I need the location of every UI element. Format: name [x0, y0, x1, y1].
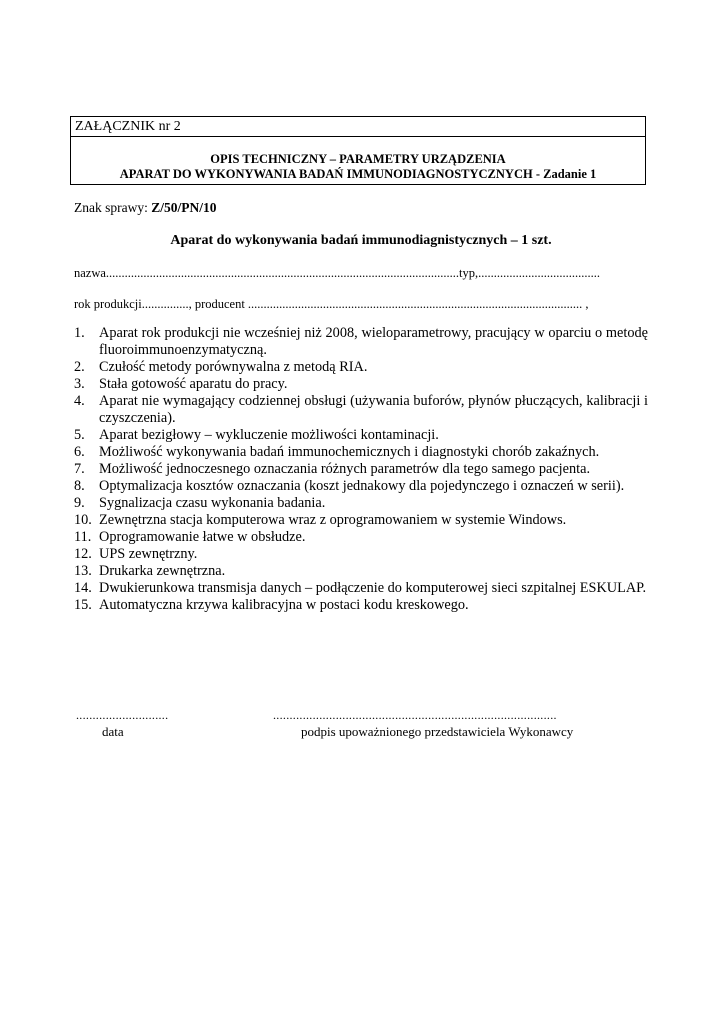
- requirement-text: Aparat nie wymagający codziennej obsługi (używania buforów, płynów płuczących, kalibracji i czyszczenia).: [99, 393, 648, 426]
- requirement-item: [74, 546, 648, 563]
- requirement-text: Sygnalizacja czasu wykonania badania.: [99, 495, 326, 511]
- requirement-number: 8.: [74, 478, 85, 494]
- date-signature-line: ............................: [76, 708, 169, 722]
- requirement-item: [74, 376, 648, 393]
- header-box: [70, 116, 646, 185]
- requirement-item: [74, 597, 648, 614]
- requirement-text: Drukarka zewnętrzna.: [99, 563, 226, 579]
- requirement-number: 5.: [74, 427, 85, 443]
- requirement-text: Automatyczna krzywa kalibracyjna w postaci kodu kreskowego.: [99, 597, 469, 613]
- date-label: data: [102, 724, 124, 739]
- requirement-item: [74, 563, 648, 580]
- requirement-item: [74, 529, 648, 546]
- requirement-number: 10.: [74, 512, 92, 528]
- requirement-text: Możliwość jednoczesnego oznaczania różnych parametrów dla tego samego pacjenta.: [99, 461, 591, 477]
- requirement-text: Stała gotowość aparatu do pracy.: [99, 376, 288, 392]
- attachment-label: ZAŁĄCZNIK nr 2: [71, 117, 645, 137]
- name-type-field-line: nazwa.................................................................................................................typ,.......................................: [74, 266, 601, 280]
- requirement-item: [74, 512, 648, 529]
- requirement-number: 7.: [74, 461, 85, 477]
- requirement-text: UPS zewnętrzny.: [99, 546, 198, 562]
- signature-label: podpis upoważnionego przedstawiciela Wykonawcy: [301, 724, 574, 739]
- requirement-item: [74, 461, 648, 478]
- year-producer-field-line: rok produkcji..............., producent ........................................................................................................... ,: [74, 297, 589, 311]
- requirement-item: [74, 444, 648, 461]
- requirement-number: 9.: [74, 495, 85, 511]
- document-title: Aparat do wykonywania badań immunodiagnistycznych – 1 szt.: [170, 233, 552, 248]
- requirement-number: 1.: [74, 325, 85, 341]
- requirement-text: Oprogramowanie łatwe w obsłudze.: [99, 529, 306, 545]
- requirement-text: Możliwość wykonywania badań immunochemicznych i diagnostyki chorób zakaźnych.: [99, 444, 600, 460]
- header-line-2-text: APARAT DO WYKONYWANIA BADAŃ IMMUNODIAGNOSTYCZNYCH: [119, 167, 533, 181]
- requirement-text: Aparat rok produkcji nie wcześniej niż 2008, wieloparametrowy, pracujący w oparciu o metodę fluoroimmunoenzymatyczną.: [99, 325, 648, 358]
- header-line-1: OPIS TECHNICZNY – PARAMETRY URZĄDZENIA: [210, 152, 506, 166]
- requirement-item: [74, 427, 648, 444]
- header-title: [71, 137, 645, 184]
- requirement-number: 11.: [74, 529, 92, 545]
- requirement-text: Zewnętrzna stacja komputerowa wraz z oprogramowaniem w systemie Windows.: [99, 512, 567, 528]
- requirement-number: 15.: [74, 597, 92, 613]
- requirement-item: [74, 478, 648, 495]
- requirement-item: [74, 393, 648, 427]
- requirement-number: 3.: [74, 376, 85, 392]
- requirement-text: Optymalizacja kosztów oznaczania (koszt jednakowy dla pojedynczego i oznaczeń w serii).: [99, 478, 625, 494]
- requirement-number: 2.: [74, 359, 85, 375]
- requirement-text: Dwukierunkowa transmisja danych – podłączenie do komputerowej sieci szpitalnej ESKULAP.: [99, 580, 647, 596]
- requirement-item: [74, 495, 648, 512]
- requirement-number: 14.: [74, 580, 92, 596]
- requirement-number: 13.: [74, 563, 92, 579]
- requirement-item: [74, 580, 648, 597]
- case-reference-value: Z/50/PN/10: [151, 200, 217, 215]
- requirement-number: 12.: [74, 546, 92, 562]
- requirement-item: [74, 359, 648, 376]
- requirement-number: 6.: [74, 444, 85, 460]
- requirement-text: Aparat bezigłowy – wykluczenie możliwości kontaminacji.: [99, 427, 439, 443]
- task-label: - Zadanie 1: [535, 167, 597, 181]
- requirement-number: 4.: [74, 393, 85, 409]
- header-line-2: [75, 167, 641, 182]
- requirements-list: [74, 325, 648, 614]
- case-reference: [74, 199, 217, 216]
- signature-line: ......................................................................................: [273, 708, 557, 722]
- requirement-item: [74, 325, 648, 359]
- requirement-text: Czułość metody porównywalna z metodą RIA.: [99, 359, 368, 375]
- case-reference-label: Znak sprawy:: [74, 200, 148, 215]
